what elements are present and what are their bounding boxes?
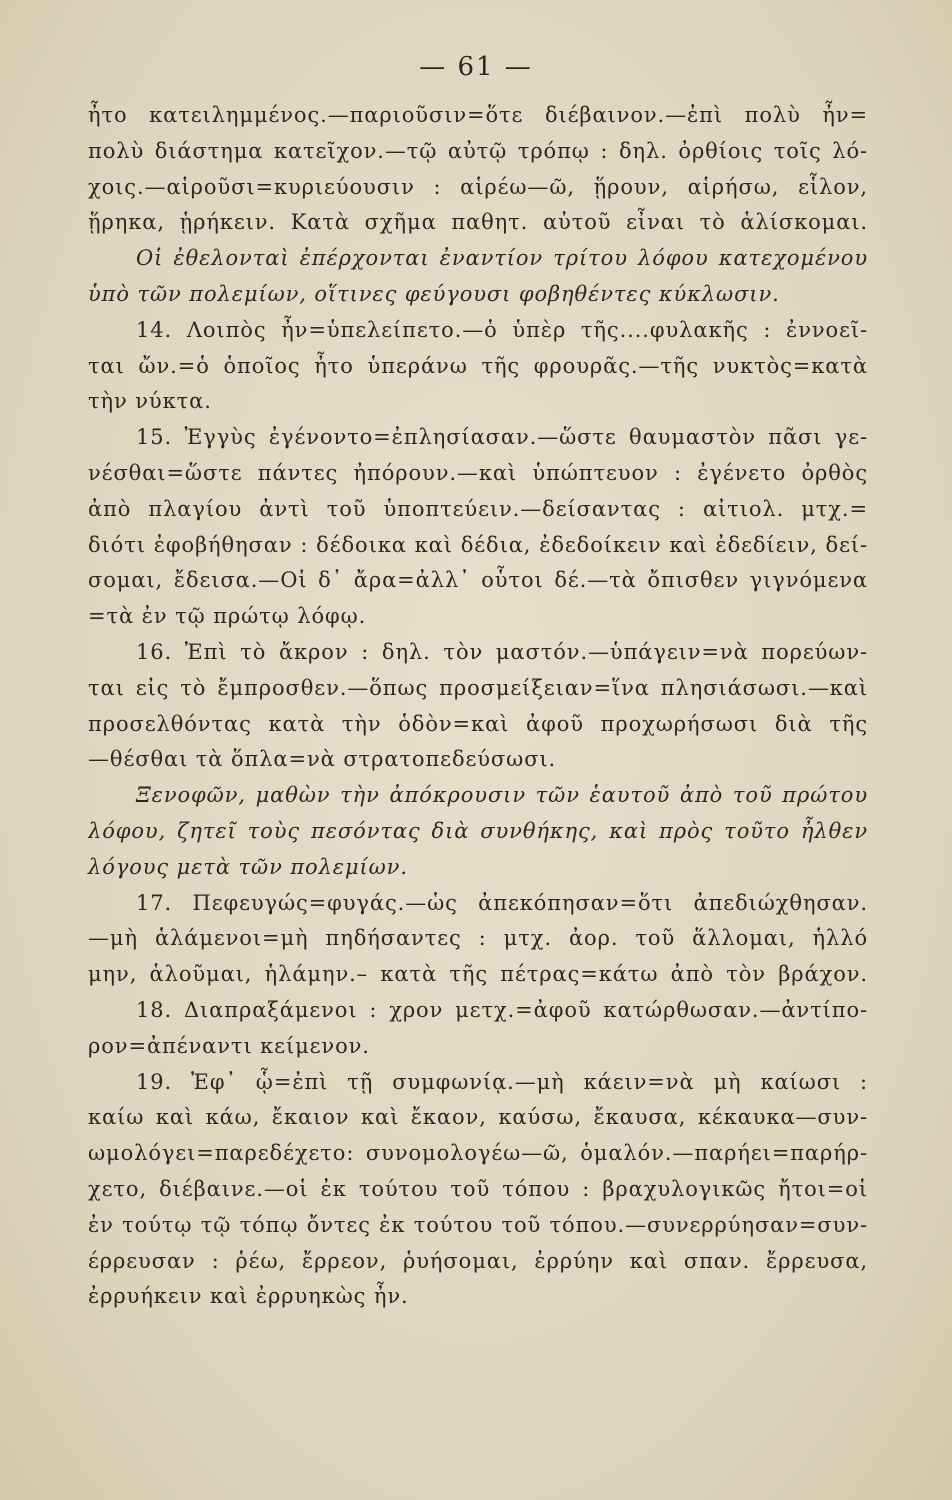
text-line-9: τὴν νύκτα. — [88, 389, 212, 414]
commentary-text — [88, 98, 868, 1315]
text-line-18: προσελθόντας κατὰ τὴν ὁδὸν=καὶ ἀφοῦ προχωρήσωσι διὰ τῆς — [88, 711, 868, 736]
summary-line-1: Οἱ ἐθελονταὶ ἐπέρχονται ἐναντίον τρίτου λόφου κατεχομένου — [136, 246, 868, 271]
summary-line-5: λόγους μετὰ τῶν πολεμίων. — [88, 854, 408, 879]
text-line-23: 17. Πεφευγώς=φυγάς.—ὡς ἀπεκόπησαν=ὅτι ἀπεδιώχθησαν. — [136, 890, 868, 915]
text-line-4: ᾕρηκα, ᾑρήκειν. Κατὰ σχῆμα παθητ. αὐτοῦ εἶναι τὸ ἁλίσκομαι. — [88, 210, 868, 235]
text-line-10: 15. Ἐγγὺς ἐγένοντο=ἐπλησίασαν.—ὥστε θαυμαστὸν πᾶσι γε- — [136, 425, 868, 450]
text-line-3: χοις.—αἱροῦσι=κυριεύουσιν : αἱρέω—ῶ, ᾕρουν, αἱρήσω, εἷλον, — [88, 174, 868, 199]
text-line-29: καίω καὶ κάω, ἔκαιον καὶ ἔκαον, καύσω, ἔκαυσα, κέκαυκα—συν- — [88, 1105, 868, 1130]
text-line-33: έρρευσαν : ῥέω, ἔρρεον, ῥυήσομαι, ἐρρύην καὶ σπαν. ἔρρευσα, — [88, 1248, 868, 1273]
summary-line-4: λόφου, ζητεῖ τοὺς πεσόντας διὰ συνθήκης, καὶ πρὸς τοῦτο ἦλθεν — [88, 818, 868, 843]
text-line-15: =τὰ ἐν τῷ πρώτῳ λόφῳ. — [88, 604, 367, 629]
text-line-7: 14. Λοιπὸς ἦν=ὑπελείπετο.—ὁ ὑπὲρ τῆς....φυλακῆς : ἐννοεῖ- — [136, 317, 868, 342]
text-line-25: μην, ἁλοῦμαι, ἡλάμην.– κατὰ τῆς πέτρας=κάτω ἀπὸ τὸν βράχον. — [88, 962, 868, 987]
text-line-27: ρον=ἀπέναντι κείμενον. — [88, 1033, 370, 1058]
text-line-31: χετο, διέβαινε.—οἱ ἐκ τούτου τοῦ τόπου : βραχυλογικῶς ἤτοι=οἱ — [88, 1176, 868, 1201]
text-line-26: 18. Διαπραξάμενοι : χρον μετχ.=ἀφοῦ κατώρθωσαν.—ἀντίπο- — [136, 997, 868, 1022]
text-line-34: ἐρρυήκειν καὶ ἐρρυηκὼς ἦν. — [88, 1284, 409, 1309]
summary-line-2: ὑπὸ τῶν πολεμίων, οἵτινες φεύγουσι φοβηθέντες κύκλωσιν. — [88, 281, 780, 306]
text-line-11: νέσθαι=ὥστε πάντες ἠπόρουν.—καὶ ὑπώπτευον : ἐγένετο ὀρθὸς — [88, 460, 868, 485]
summary-line-3: Ξενοφῶν, μαθὼν τὴν ἀπόκρουσιν τῶν ἑαυτοῦ ἀπὸ τοῦ πρώτου — [136, 783, 868, 808]
text-line-28: 19. Ἐφ᾽ ᾧ=ἐπὶ τῇ συμφωνίᾳ.—μὴ κάειν=νὰ μὴ καίωσι : — [136, 1069, 868, 1094]
text-line-24: —μὴ ἁλάμενοι=μὴ πηδήσαντες : μτχ. ἀορ. τοῦ ἅλλομαι, ἡλλό — [88, 926, 868, 951]
text-line-30: ωμολόγει=παρεδέχετο: συνομολογέω—ῶ, ὁμαλόν.—παρήει=παρήρ- — [88, 1141, 868, 1166]
text-line-32: ἐν τούτῳ τῷ τόπῳ ὄντες ἐκ τούτου τοῦ τόπου.—συνερρύησαν=συν- — [88, 1212, 868, 1237]
text-line-13: διότι ἐφοβήθησαν : δέδοικα καὶ δέδια, ἐδεδοίκειν καὶ ἐδεδίειν, δεί- — [88, 532, 868, 557]
page-number: — 61 — — [419, 52, 533, 82]
text-line-14: σομαι, ἔδεισα.—Οἱ δ᾽ ἄρα=ἀλλ᾽ οὗτοι δέ.—τὰ ὄπισθεν γιγνόμενα — [88, 568, 868, 593]
text-line-1: ἦτο κατειλημμένος.—παριοῦσιν=ὅτε διέβαινον.—ἐπὶ πολὺ ἦν= — [88, 103, 868, 127]
text-line-16: 16. Ἐπὶ τὸ ἄκρον : δηλ. τὸν μαστόν.—ὑπάγειν=νὰ πορεύων- — [136, 639, 868, 664]
text-line-12: ἀπὸ πλαγίου ἀντὶ τοῦ ὑποπτεύειν.—δείσαντας : αἰτιολ. μτχ.= — [88, 496, 868, 521]
text-line-19: —θέσθαι τὰ ὅπλα=νὰ στρατοπεδεύσωσι. — [88, 747, 557, 772]
text-line-2: πολὺ διάστημα κατεῖχον.—τῷ αὐτῷ τρόπῳ : δηλ. ὀρθίοις τοῖς λό- — [88, 138, 868, 163]
text-line-8: ται ὤν.=ὁ ὁποῖος ἦτο ὑπεράνω τῆς φρουρᾶς.—τῆς νυκτὸς=κατὰ — [88, 353, 868, 378]
text-line-17: ται εἰς τὸ ἔμπροσθεν.—ὅπως προσμείξειαν=ἵνα πλησιάσωσι.—καὶ — [88, 675, 868, 700]
